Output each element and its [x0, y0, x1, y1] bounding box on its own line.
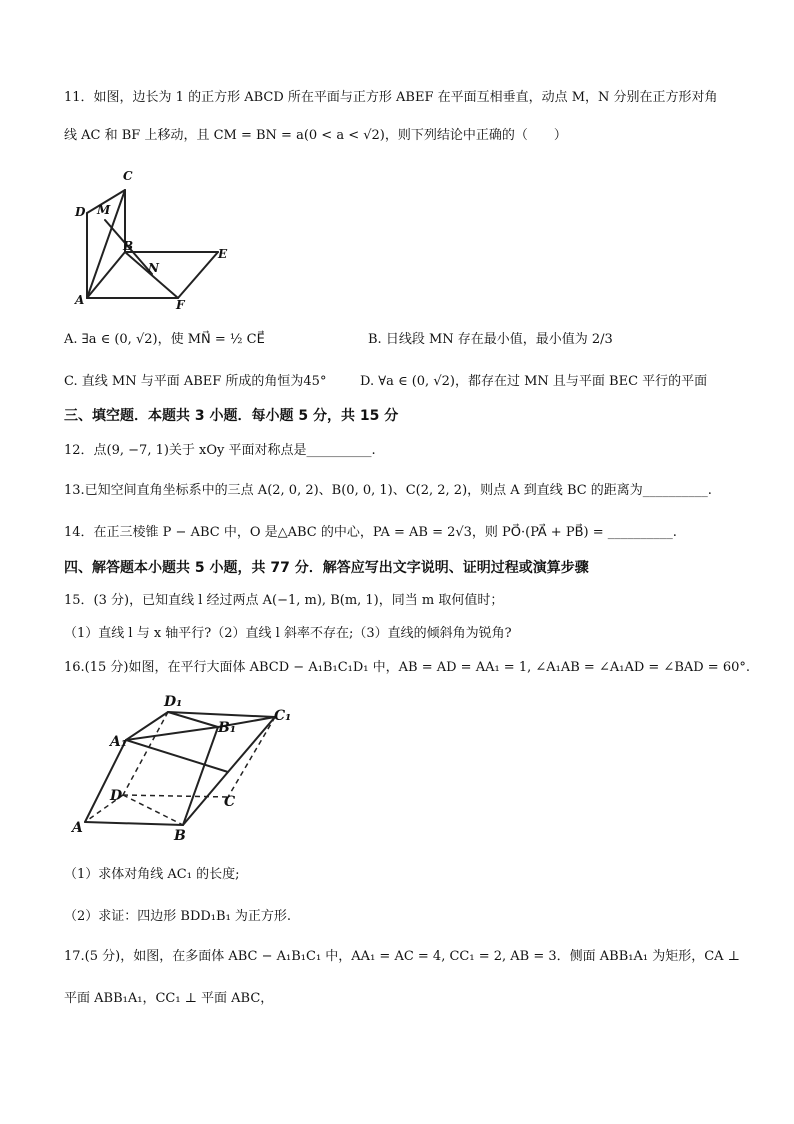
- fig16-label-d1: D₁: [164, 694, 183, 710]
- q14-text: 14．在正三棱锥 P − ABC 中，O 是△ABC 的中心，PA = AB = 2√3，则 PO⃗·(PA⃗ + PB⃗) = __________.: [64, 525, 677, 540]
- q11-option-a: A. ∃a ∈ (0, √2)，使 MN⃗ = ½ CE⃗: [64, 332, 265, 347]
- q13-text: 13.已知空间直角坐标系中的三点 A(2, 0, 2)、B(0, 0, 1)、C(2, 2, 2)，则点 A 到直线 BC 的距离为__________.: [64, 483, 712, 498]
- q17-line2: 平面 ABB₁A₁，CC₁ ⊥ 平面 ABC，: [64, 991, 274, 1006]
- q16-part2: （2）求证：四边形 BDD₁B₁ 为正方形.: [64, 909, 292, 924]
- q16-line1: 16.(15 分)如图，在平行大面体 ABCD − A₁B₁C₁D₁ 中，AB = AD = AA₁ = 1, ∠A₁AB = ∠A₁AD = ∠BAD = 60°.: [64, 660, 751, 675]
- q16-figure: [68, 690, 308, 850]
- fig11-label-b: B: [123, 239, 134, 253]
- fig16-label-c1: C₁: [274, 708, 292, 724]
- fig11-label-f: F: [176, 298, 185, 312]
- q15-line1: 15．(3 分)，已知直线 l 经过两点 A(−1, m), B(m, 1)，同当 m 取何值时；: [64, 593, 504, 608]
- q17-line1: 17.(5 分)，如图，在多面体 ABC − A₁B₁C₁ 中，AA₁ = AC = 4, CC₁ = 2, AB = 3．侧面 ABB₁A₁ 为矩形，CA ⊥: [64, 949, 740, 964]
- fig16-label-a1: A₁: [110, 734, 127, 750]
- section4-heading: 四、解答题本小题共 5 小题，共 77 分．解答应写出文字说明、证明过程或演算步骤: [64, 560, 589, 576]
- fig11-label-e: E: [218, 247, 228, 261]
- q15-line2: （1）直线 l 与 x 轴平行?（2）直线 l 斜率不存在;（3）直线的倾斜角为锐角?: [64, 626, 512, 641]
- fig16-label-c: C: [224, 794, 236, 810]
- q16-part1: （1）求体对角线 AC₁ 的长度;: [64, 867, 240, 882]
- q11-option-c: C. 直线 MN 与平面 ABEF 所成的角恒为45°: [64, 374, 327, 389]
- fig16-label-d: D: [110, 788, 123, 804]
- q11-option-b: B. 日线段 MN 存在最小值，最小值为 2/3: [368, 332, 613, 347]
- fig16-label-b1: B₁: [218, 720, 236, 736]
- fig11-label-n: N: [148, 261, 159, 275]
- fig16-label-b: B: [174, 828, 186, 844]
- fig11-label-c: C: [123, 169, 133, 183]
- fig11-label-a: A: [75, 293, 85, 307]
- fig16-label-a: A: [72, 820, 83, 836]
- q12-text: 12．点(9, −7, 1)关于 xOy 平面对称点是__________.: [64, 443, 376, 458]
- fig11-label-m: M: [97, 203, 111, 217]
- section3-heading: 三、填空题．本题共 3 小题．每小题 5 分，共 15 分: [64, 408, 399, 424]
- fig11-label-d: D: [75, 205, 86, 219]
- q11-stem-line1: 11．如图，边长为 1 的正方形 ABCD 所在平面与正方形 ABEF 在平面互相垂直，动点 M，N 分别在正方形对角: [64, 90, 718, 105]
- q11-option-d: D. ∀a ∈ (0, √2)，都存在过 MN 且与平面 BEC 平行的平面: [360, 374, 708, 389]
- q11-figure: [70, 168, 240, 313]
- q11-stem-line2: 线 AC 和 BF 上移动，且 CM = BN = a(0 < a < √2)，则下列结论中正确的（ ）: [64, 128, 567, 143]
